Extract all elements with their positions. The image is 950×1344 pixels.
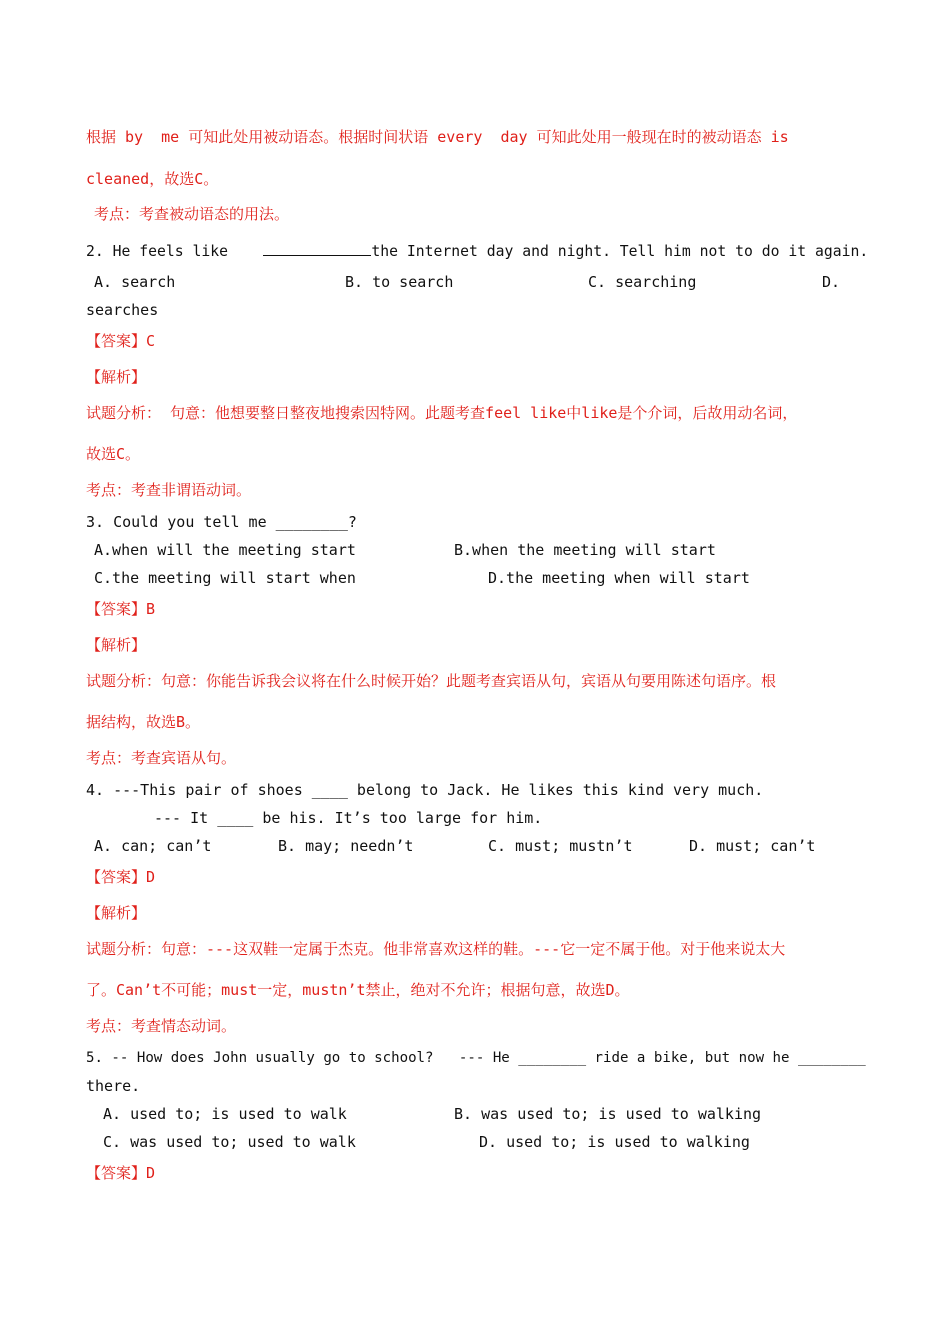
q4-analysis-line1: 试题分析：句意：---这双鞋一定属于杰克。他非常喜欢这样的鞋。---它一定不属于他。对于他来说太大 (86, 940, 786, 958)
q4-stem-line2: --- It ____ be his. It’s too large for him. (154, 809, 543, 827)
q2-analysis-header: 【解析】 (86, 368, 147, 386)
q3-option-d: D.the meeting when will start (488, 569, 750, 587)
q2-option-d-wrap: searches (86, 301, 159, 319)
q2-option-d: D. (822, 273, 841, 291)
q5-stem-line2: there. (86, 1077, 141, 1095)
q4-option-c: C. must; mustn’t (488, 837, 633, 855)
q5-option-c: C. was used to; used to walk (103, 1133, 356, 1151)
q1-point: 考点：考查被动语态的用法。 (94, 205, 290, 223)
q5-option-b: B. was used to; is used to walking (454, 1105, 762, 1123)
q4-option-a: A. can; can’t (94, 837, 212, 855)
q2-analysis-line1: 试题分析： 句意：他想要整日整夜地搜索因特网。此题考查feel like中like是个介词，后故用动名词， (86, 404, 798, 422)
q4-point: 考点：考查情态动词。 (86, 1017, 237, 1035)
q2-stem-before: 2. He feels like (86, 243, 228, 260)
q2-option-a: A. search (94, 273, 176, 291)
q2-option-b: B. to search (345, 273, 454, 291)
q2-stem-after: the Internet day and night. Tell him not to do it again. (371, 243, 869, 260)
q2-blank (263, 241, 371, 256)
q4-option-d: D. must; can’t (689, 837, 816, 855)
q5-stem-line1: 5. -- How does John usually go to school? --- He ________ ride a bike, but now he ________ (86, 1050, 866, 1066)
q1-analysis-line1: 根据 by me 可知此处用被动语态。根据时间状语 every day 可知此处用一般现在时的被动语态 is (86, 128, 789, 146)
q5-option-d: D. used to; is used to walking (479, 1133, 750, 1151)
q3-option-c: C.the meeting will start when (94, 569, 356, 587)
q3-option-a: A.when will the meeting start (94, 541, 356, 559)
q4-analysis-line2: 了。Can’t不可能；must一定，mustn’t禁止，绝对不允许；根据句意，故选D。 (86, 981, 630, 999)
q3-analysis-line2: 据结构，故选B。 (86, 713, 201, 731)
q2-option-c: C. searching (588, 273, 697, 291)
q2-answer: 【答案】C (86, 332, 156, 350)
q4-answer: 【答案】D (86, 868, 156, 886)
q1-analysis-line2: cleaned，故选C。 (86, 170, 219, 188)
q4-analysis-header: 【解析】 (86, 904, 147, 922)
q2-point: 考点：考查非谓语动词。 (86, 481, 252, 499)
q4-stem-line1: 4. ---This pair of shoes ____ belong to Jack. He likes this kind very much. (86, 781, 764, 799)
q3-option-b: B.when the meeting will start (454, 541, 716, 559)
q3-point: 考点：考查宾语从句。 (86, 749, 237, 767)
q3-analysis-line1: 试题分析：句意：你能告诉我会议将在什么时候开始？此题考查宾语从句，宾语从句要用陈述句语序。根 (86, 672, 777, 690)
q2-stem (86, 241, 868, 262)
q5-answer: 【答案】D (86, 1164, 156, 1182)
q4-option-b: B. may; needn’t (278, 837, 414, 855)
q2-analysis-line2: 故选C。 (86, 445, 141, 463)
q3-analysis-header: 【解析】 (86, 636, 147, 654)
q3-stem: 3. Could you tell me ________? (86, 513, 357, 531)
q5-option-a: A. used to; is used to walk (103, 1105, 347, 1123)
q3-answer: 【答案】B (86, 600, 156, 618)
